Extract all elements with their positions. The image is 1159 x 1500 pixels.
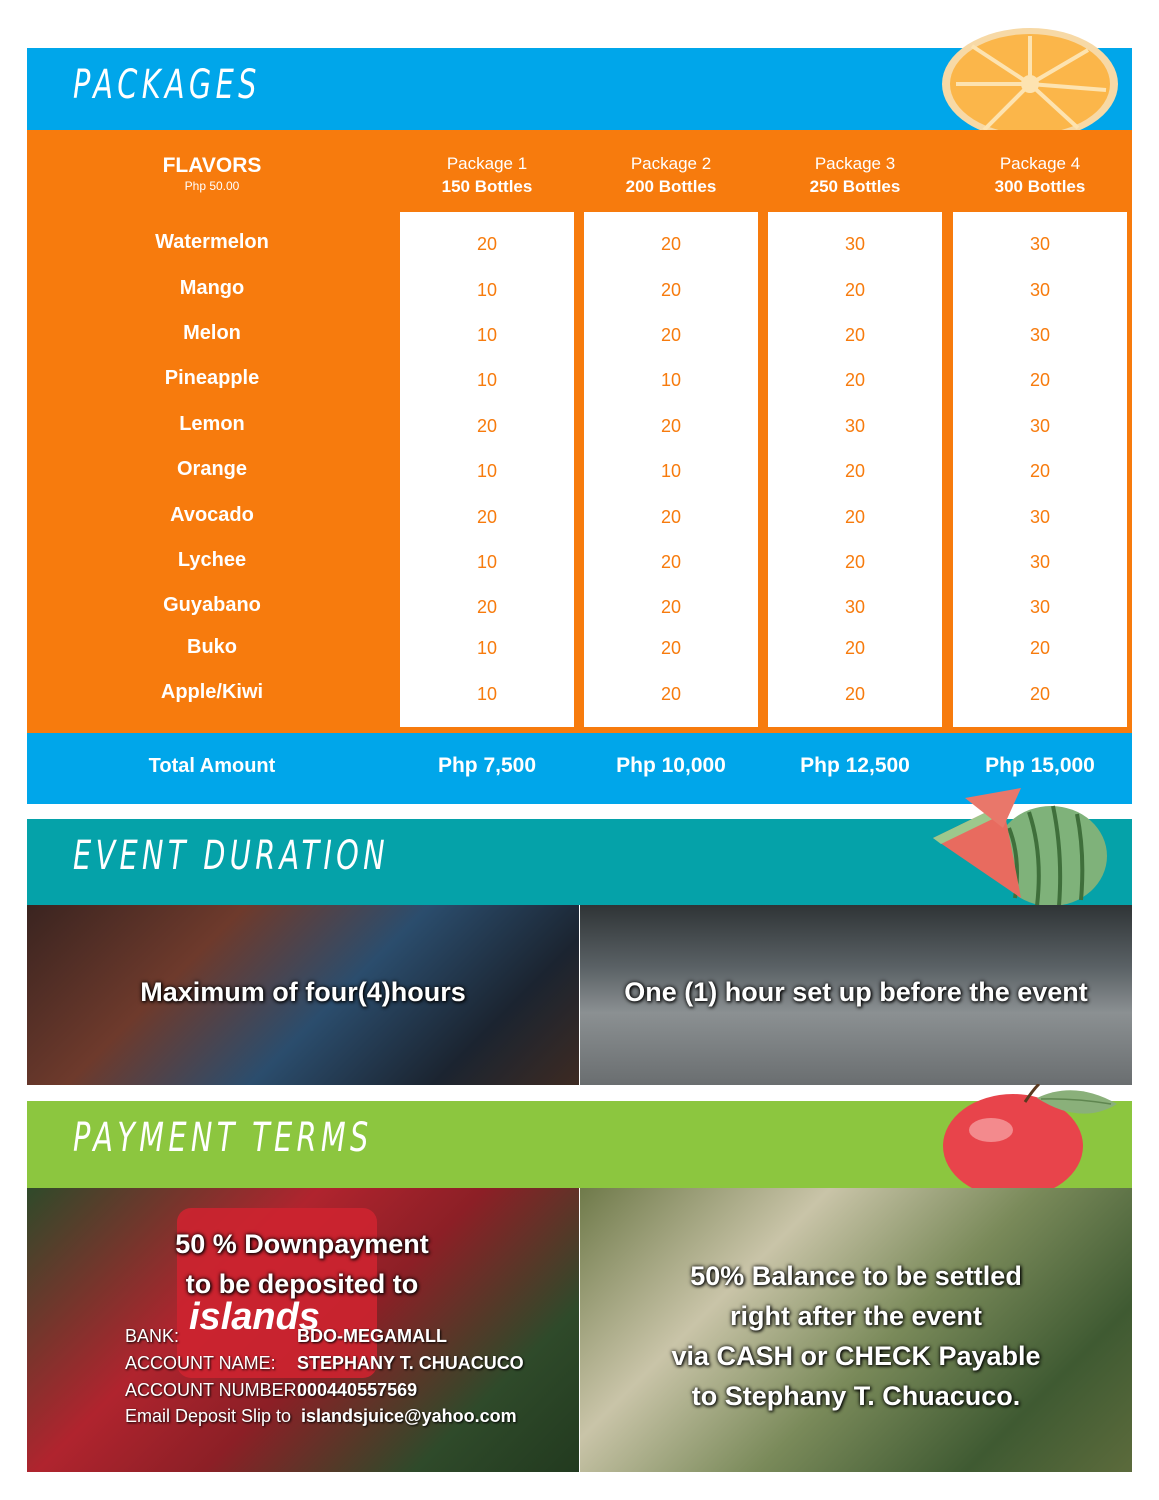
table-cell: 10 <box>476 638 498 658</box>
email-value: islandsjuice@yahoo.com <box>301 1406 517 1426</box>
account-name-value: STEPHANY T. CHUACUCO <box>297 1353 524 1373</box>
table-cell: 30 <box>1029 597 1051 617</box>
table-cell: 20 <box>1029 684 1051 704</box>
table-cell: 10 <box>476 552 498 572</box>
account-name-row <box>125 1353 524 1374</box>
table-cell: 30 <box>1029 416 1051 436</box>
email-row <box>125 1406 517 1427</box>
package-1-header <box>400 152 574 198</box>
table-cell: 20 <box>844 325 866 345</box>
flavor-name: Watermelon <box>155 231 269 253</box>
package-bottles: 150 Bottles <box>441 177 533 196</box>
table-cell: 30 <box>1029 280 1051 300</box>
setup-caption: One (1) hour set up before the event <box>624 977 1088 1007</box>
table-cell: 10 <box>476 684 498 704</box>
table-cell: 30 <box>844 597 866 617</box>
package-name: Package 3 <box>814 154 896 173</box>
table-cell: 20 <box>476 507 498 527</box>
package-bottles: 200 Bottles <box>625 177 717 196</box>
table-cell: 20 <box>844 461 866 481</box>
table-cell: 30 <box>844 234 866 254</box>
table-cell: 20 <box>1029 461 1051 481</box>
max-hours-caption: Maximum of four(4)hours <box>140 977 466 1007</box>
package-name: Package 4 <box>999 154 1081 173</box>
bank-value: BDO-MEGAMALL <box>297 1326 447 1346</box>
balance-line-3: via CASH or CHECK Payable <box>671 1341 1041 1371</box>
table-cell: 10 <box>476 461 498 481</box>
table-cell: 20 <box>660 684 682 704</box>
table-cell: 20 <box>660 416 682 436</box>
total-value: Php 12,500 <box>800 754 910 777</box>
table-cell: 10 <box>660 370 682 390</box>
table-cell: 20 <box>660 507 682 527</box>
table-cell: 20 <box>1029 370 1051 390</box>
downpayment-line-1: 50 % Downpayment <box>175 1229 429 1259</box>
flavors-label: FLAVORS <box>162 154 262 177</box>
email-label: Email Deposit Slip to <box>125 1406 292 1426</box>
table-cell: 20 <box>844 552 866 572</box>
table-cell: 30 <box>844 416 866 436</box>
bottle-logo: islands <box>189 1296 320 1338</box>
balance-photo <box>580 1188 1132 1472</box>
table-cell: 10 <box>476 370 498 390</box>
table-cell: 20 <box>476 234 498 254</box>
packages-title: PACKAGES <box>73 62 261 108</box>
table-cell: 20 <box>476 597 498 617</box>
orange-slice-icon <box>938 20 1123 135</box>
flavor-name: Lemon <box>179 413 245 435</box>
flavor-name: Guyabano <box>163 594 261 616</box>
table-cell: 10 <box>476 325 498 345</box>
total-value: Php 15,000 <box>985 754 1095 777</box>
balance-text <box>580 1256 1132 1416</box>
flavor-name: Melon <box>183 322 241 344</box>
bank-label: BANK: <box>125 1326 180 1346</box>
table-cell: 20 <box>660 597 682 617</box>
balance-line-1: 50% Balance to be settled <box>690 1261 1022 1291</box>
payment-terms-title: PAYMENT TERMS <box>73 1115 373 1161</box>
table-cell: 20 <box>660 552 682 572</box>
balance-line-4: to Stephany T. Chuacuco. <box>691 1381 1021 1411</box>
flavors-header <box>157 154 267 193</box>
total-value: Php 7,500 <box>437 754 537 777</box>
flavor-name: Pineapple <box>164 367 260 389</box>
package-2-header <box>584 152 758 198</box>
package-bottles: 250 Bottles <box>809 177 901 196</box>
table-cell: 20 <box>844 638 866 658</box>
table-cell: 20 <box>660 638 682 658</box>
table-cell: 10 <box>476 280 498 300</box>
package-3-header <box>768 152 942 198</box>
table-cell: 30 <box>1029 234 1051 254</box>
packages-table <box>27 130 1132 733</box>
balance-line-2: right after the event <box>729 1301 983 1331</box>
event-duration-title: EVENT DURATION <box>73 833 390 879</box>
deposit-photo <box>27 1188 579 1472</box>
flavor-name: Orange <box>176 458 248 480</box>
table-cell: 20 <box>844 280 866 300</box>
table-cell: 20 <box>844 370 866 390</box>
total-value: Php 10,000 <box>616 754 726 777</box>
table-cell: 20 <box>844 507 866 527</box>
table-cell: 30 <box>1029 325 1051 345</box>
account-number-label: ACCOUNT NUMBER: <box>125 1380 302 1400</box>
flavor-name: Mango <box>179 277 245 299</box>
table-cell: 10 <box>660 461 682 481</box>
flavor-name: Apple/Kiwi <box>160 681 264 703</box>
package-4-header <box>953 152 1127 198</box>
package-name: Package 1 <box>446 154 528 173</box>
apple-icon <box>925 1084 1125 1194</box>
watermelon-icon <box>925 788 1115 908</box>
flavor-name: Avocado <box>170 504 254 526</box>
flavor-name: Lychee <box>177 549 247 571</box>
total-amount-label: Total Amount <box>148 755 276 777</box>
flavor-price: Php 50.00 <box>184 179 240 193</box>
table-cell: 20 <box>1029 638 1051 658</box>
table-cell: 20 <box>844 684 866 704</box>
flavor-name: Buko <box>187 636 237 658</box>
table-cell: 20 <box>476 416 498 436</box>
venue-photo <box>580 905 1132 1085</box>
downpayment-line-2: to be deposited to <box>185 1269 419 1299</box>
concert-photo <box>27 905 579 1085</box>
package-name: Package 2 <box>630 154 712 173</box>
bank-row <box>125 1326 447 1347</box>
table-cell: 20 <box>660 280 682 300</box>
table-cell: 30 <box>1029 507 1051 527</box>
downpayment-heading <box>27 1224 577 1304</box>
account-number-value: 000440557569 <box>297 1380 418 1400</box>
account-name-label: ACCOUNT NAME: <box>125 1353 276 1373</box>
account-number-row <box>125 1380 418 1401</box>
table-cell: 20 <box>660 234 682 254</box>
table-cell: 30 <box>1029 552 1051 572</box>
package-bottles: 300 Bottles <box>994 177 1086 196</box>
table-cell: 20 <box>660 325 682 345</box>
